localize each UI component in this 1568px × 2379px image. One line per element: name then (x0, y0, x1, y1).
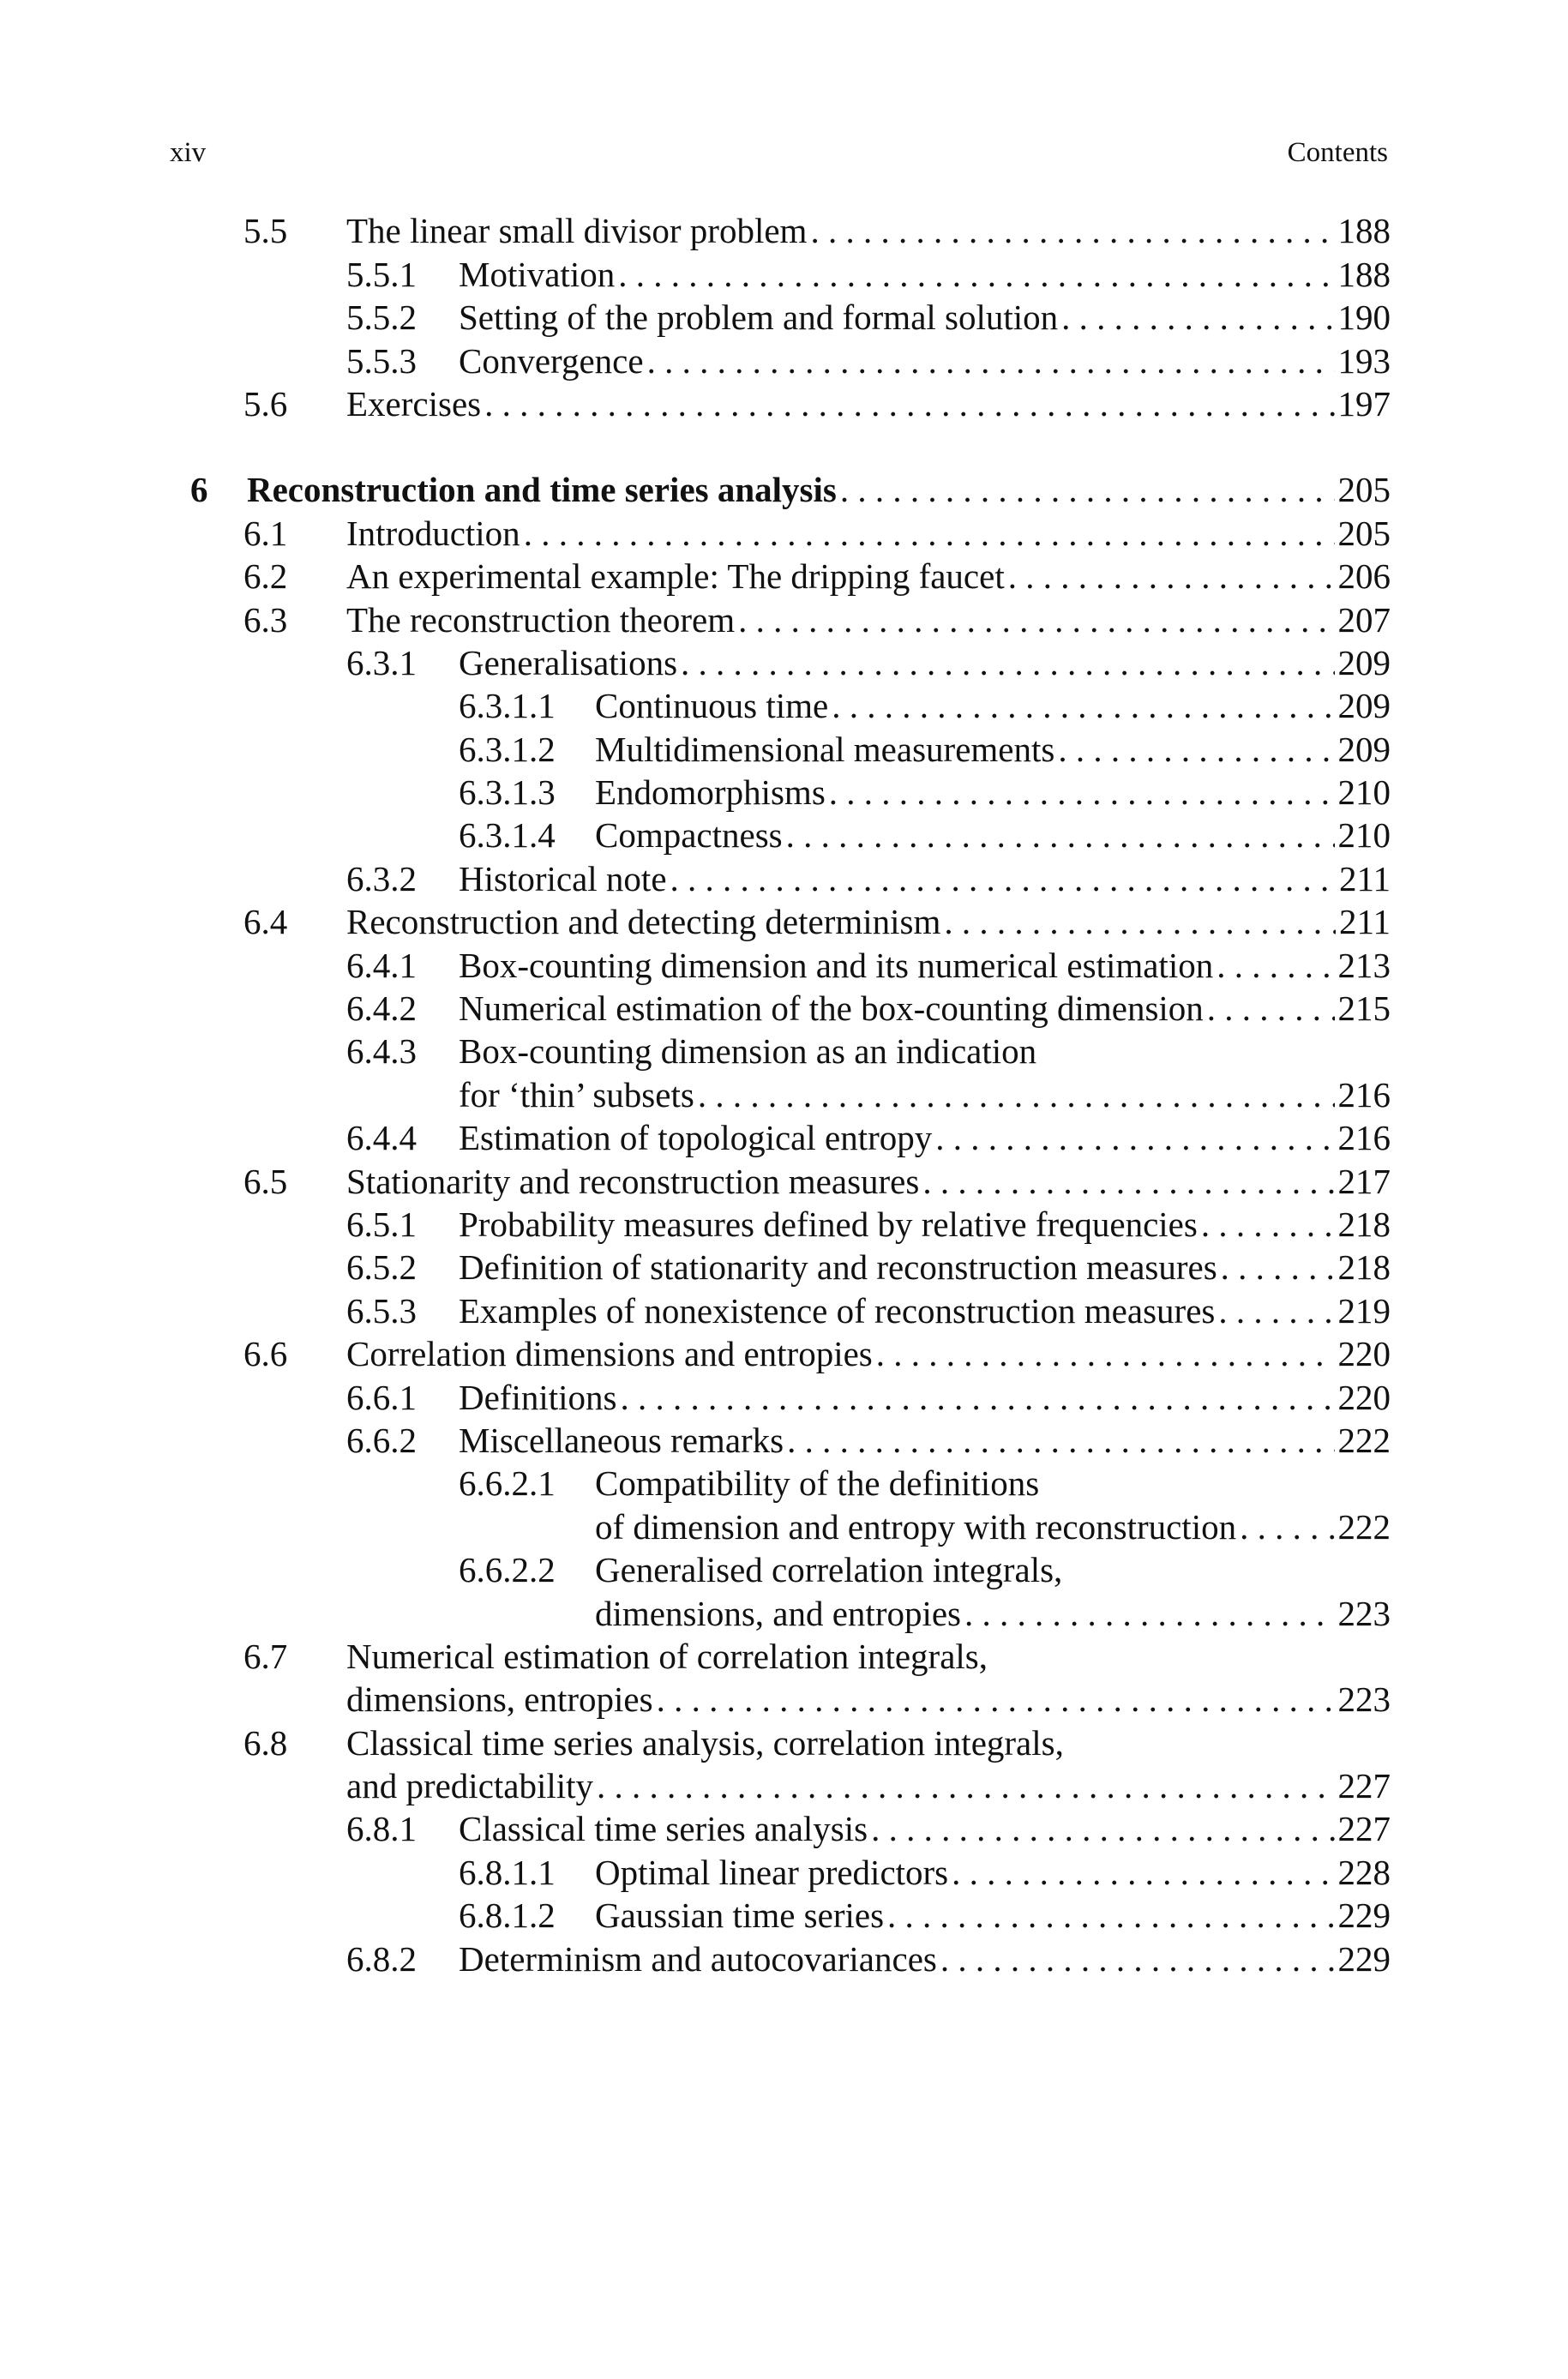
toc-entry-body (595, 1462, 1391, 1505)
toc-entry-body (459, 1030, 1391, 1072)
toc-entry (0, 1894, 1568, 1937)
dot-leader (829, 771, 1335, 814)
toc-entry-page: 197 (1337, 383, 1391, 424)
toc-entry (0, 1419, 1568, 1462)
toc-entry-body (346, 1721, 1391, 1764)
toc-entry (0, 1246, 1568, 1289)
toc-entry-title: Historical note (459, 858, 667, 898)
dot-leader (1058, 728, 1334, 771)
toc-entry-title: Miscellaneous remarks (459, 1420, 784, 1460)
toc-entry (0, 382, 1568, 425)
dot-leader (618, 253, 1334, 296)
dot-leader (940, 1937, 1335, 1980)
toc-entry-body (346, 512, 1391, 555)
dot-leader (484, 382, 1334, 425)
dot-leader (524, 512, 1335, 555)
toc-entry (0, 987, 1568, 1030)
toc-entry-page: 216 (1337, 1118, 1391, 1158)
toc-entry (0, 1159, 1568, 1202)
toc-entry (0, 1850, 1568, 1893)
toc-entry-body (459, 339, 1391, 382)
toc-entry-body (459, 1203, 1391, 1246)
toc-entry-title: Examples of nonexistence of reconstruction measures (459, 1290, 1216, 1331)
toc-entry-number: 6.8.1 (346, 1809, 417, 1849)
dot-leader (670, 857, 1336, 900)
toc-entry-page: 211 (1339, 902, 1391, 942)
page-number: xiv (170, 137, 207, 168)
toc-entry (0, 771, 1568, 814)
toc-entry-body (346, 900, 1391, 943)
toc-entry (0, 1030, 1568, 1072)
toc-entry-body (346, 1764, 1391, 1807)
toc-entry (0, 1289, 1568, 1331)
toc-entry (0, 727, 1568, 770)
toc-entry-number: 6.6.2.1 (459, 1463, 556, 1504)
toc-entry-number: 6.3.2 (346, 858, 417, 898)
toc-entry-body (247, 468, 1391, 511)
toc-entry-body (346, 555, 1391, 598)
dot-leader (1207, 987, 1335, 1030)
toc-entry-body (459, 1116, 1391, 1159)
toc-entry-title: Correlation dimensions and entropies (346, 1334, 873, 1374)
toc-entry-body (595, 684, 1391, 727)
toc-entry-title: Compactness (595, 815, 783, 856)
toc-entry-page: 227 (1337, 1809, 1391, 1849)
toc-entry-title: Convergence (459, 340, 644, 381)
toc-entry (0, 684, 1568, 727)
dot-leader (952, 1851, 1334, 1894)
toc-entry-title: Generalised correlation integrals, (595, 1550, 1063, 1590)
toc-entry (0, 339, 1568, 381)
toc-entry-number: 6.4.1 (346, 945, 417, 985)
toc-entry-title: Probability measures defined by relative frequencies (459, 1204, 1198, 1244)
toc-entry-title: Exercises (346, 383, 482, 424)
toc-entry-body (459, 1073, 1391, 1116)
toc-entry-page: 227 (1337, 1766, 1391, 1806)
toc-entry-number: 6.6 (243, 1334, 288, 1374)
toc-entry-number: 6.3.1.1 (459, 686, 556, 726)
toc-entry-number: 6.5.2 (346, 1247, 417, 1288)
toc-entry-number: 6.7 (243, 1636, 288, 1676)
toc-entry (0, 1548, 1568, 1591)
toc-entry (0, 511, 1568, 554)
dot-leader (840, 468, 1335, 511)
toc-entry-body (459, 1419, 1391, 1462)
toc-entry-body (595, 728, 1391, 771)
toc-entry-title: and predictability (346, 1766, 594, 1806)
dot-leader (698, 1073, 1335, 1116)
toc-entry-title: Stationarity and reconstruction measures (346, 1161, 920, 1201)
dot-leader (738, 598, 1334, 641)
toc-entry-number: 6.4.3 (346, 1031, 417, 1072)
toc-entry-page: 209 (1337, 729, 1391, 769)
toc-entry-body (459, 1289, 1391, 1332)
toc-entry-body (595, 1548, 1391, 1591)
toc-entry-number: 5.5.3 (346, 340, 417, 381)
toc-entry-title: An experimental example: The dripping faucet (346, 556, 1005, 597)
dot-leader (887, 1894, 1334, 1937)
toc-entry (0, 1332, 1568, 1375)
toc-entry-body (595, 814, 1391, 856)
toc-entry (0, 598, 1568, 640)
toc-entry (0, 1937, 1568, 1979)
toc-entry-body (459, 1246, 1391, 1289)
toc-entry-title: Generalisations (459, 642, 678, 682)
toc-entry-page: 222 (1337, 1420, 1391, 1460)
toc-entry-title: Reconstruction and time series analysis (247, 470, 837, 510)
toc-entry-number: 6.2 (243, 556, 288, 597)
dot-leader (1201, 1203, 1335, 1246)
toc-entry-number: 6.3.1 (346, 642, 417, 682)
dot-leader (1221, 1246, 1335, 1289)
toc-entry-title: Motivation (459, 254, 616, 294)
toc-entry-page: 193 (1337, 340, 1391, 381)
dot-leader (1008, 555, 1335, 598)
toc-entry-body (459, 296, 1391, 339)
toc-entry-body (459, 1807, 1391, 1850)
toc-entry-body (595, 1894, 1391, 1937)
toc-entry (0, 468, 1568, 511)
toc-entry-title: Continuous time (595, 686, 829, 726)
toc-entry-title: Gaussian time series (595, 1895, 885, 1936)
toc-entry-page: 216 (1337, 1074, 1391, 1114)
toc-entry-page: 220 (1337, 1334, 1391, 1374)
toc-entry-title: Setting of the problem and formal solution (459, 297, 1059, 338)
toc-entry-number: 6.8.1.2 (459, 1895, 556, 1936)
toc-entry-body (595, 1592, 1391, 1635)
toc-entry-body (346, 598, 1391, 641)
toc-entry-body (595, 1851, 1391, 1894)
dot-leader (871, 1807, 1334, 1850)
toc-entry-number: 5.6 (243, 383, 288, 424)
toc-entry (0, 1678, 1568, 1721)
toc-entry (0, 1203, 1568, 1246)
toc-entry-page: 223 (1337, 1593, 1391, 1633)
toc-entry-page: 229 (1337, 1895, 1391, 1936)
toc-entry-page: 188 (1337, 254, 1391, 294)
toc-entry-body (459, 857, 1391, 900)
toc-entry-body (459, 253, 1391, 296)
dot-leader (681, 641, 1334, 684)
toc-entry-title: Reconstruction and detecting determinism (346, 902, 941, 942)
toc-entry (0, 1635, 1568, 1678)
toc-entry-number: 6.5.1 (346, 1204, 417, 1244)
toc-entry-title: Introduction (346, 513, 520, 553)
toc-entry-page: 223 (1337, 1679, 1391, 1720)
toc-entry-number: 6.5.3 (346, 1290, 417, 1331)
toc-entry-page: 210 (1337, 772, 1391, 813)
toc-entry-number: 5.5.1 (346, 254, 417, 294)
dot-leader (787, 1419, 1334, 1462)
toc-entry-number: 6.3.1.2 (459, 729, 556, 769)
toc-entry-title: Numerical estimation of the box-counting dimension (459, 988, 1204, 1029)
toc-entry-body (346, 1635, 1391, 1678)
toc-entry-title: for ‘thin’ subsets (459, 1074, 694, 1114)
toc-entry-title: Estimation of topological entropy (459, 1118, 933, 1158)
toc-entry (0, 1764, 1568, 1807)
toc-entry-body (459, 987, 1391, 1030)
toc-entry-title: Classical time series analysis (459, 1809, 868, 1849)
dot-leader (832, 684, 1334, 727)
toc-entry-number: 6.4.2 (346, 988, 417, 1029)
dot-leader (786, 814, 1335, 856)
toc-entry (0, 1505, 1568, 1547)
toc-entry-body (346, 1678, 1391, 1721)
toc-entry-title: Box-counting dimension as an indication (459, 1031, 1037, 1072)
dot-leader (657, 1678, 1335, 1721)
toc-entry-page: 209 (1337, 686, 1391, 726)
toc-entry (0, 1072, 1568, 1115)
table-of-contents (0, 209, 1568, 1980)
toc-entry (0, 252, 1568, 295)
toc-entry-title: The reconstruction theorem (346, 599, 736, 640)
toc-entry (0, 814, 1568, 856)
dot-leader (1240, 1505, 1334, 1548)
toc-entry (0, 296, 1568, 339)
toc-entry-title: Endomorphisms (595, 772, 826, 813)
toc-entry-page: 218 (1337, 1204, 1391, 1244)
toc-entry (0, 641, 1568, 684)
toc-entry (0, 943, 1568, 986)
toc-entry-page: 205 (1337, 470, 1391, 510)
toc-entry-number: 6.1 (243, 513, 288, 553)
toc-entry-title: Compatibility of the definitions (595, 1463, 1040, 1504)
dot-leader (620, 1376, 1334, 1419)
toc-entry-page: 205 (1337, 513, 1391, 553)
toc-entry-number: 5.5.2 (346, 297, 417, 338)
toc-entry-page: 219 (1337, 1290, 1391, 1331)
toc-entry-number: 6.6.2.2 (459, 1550, 556, 1590)
toc-entry-title: Box-counting dimension and its numerical estimation (459, 945, 1214, 985)
toc-entry (0, 209, 1568, 252)
dot-leader (1217, 944, 1334, 987)
toc-entry-page: 207 (1337, 599, 1391, 640)
toc-entry-number: 6.3 (243, 599, 288, 640)
toc-entry-number: 6.8.1.1 (459, 1852, 556, 1892)
toc-entry-title: Multidimensional measurements (595, 729, 1055, 769)
toc-entry-page: 229 (1337, 1938, 1391, 1979)
toc-entry (0, 1375, 1568, 1418)
toc-entry-body (459, 1937, 1391, 1980)
toc-entry (0, 1807, 1568, 1850)
toc-entry-body (346, 1160, 1391, 1203)
toc-entry-title: Definition of stationarity and reconstruction measures (459, 1247, 1217, 1288)
toc-entry-body (459, 944, 1391, 987)
toc-entry-page: 211 (1339, 858, 1391, 898)
dot-leader (876, 1332, 1335, 1375)
toc-entry-number: 6.8.2 (346, 1938, 417, 1979)
toc-entry-page: 190 (1337, 297, 1391, 338)
toc-entry-number: 6.4.4 (346, 1118, 417, 1158)
toc-entry-title: dimensions, and entropies (595, 1593, 962, 1633)
dot-leader (1218, 1289, 1334, 1332)
toc-entry-title: Determinism and autocovariances (459, 1938, 937, 1979)
toc-entry-body (346, 382, 1391, 425)
toc-entry-body (346, 209, 1391, 252)
dot-leader (944, 900, 1336, 943)
toc-entry-body (595, 771, 1391, 814)
toc-entry-body (346, 1332, 1391, 1375)
toc-entry-number: 5.5 (243, 211, 288, 251)
toc-entry-page: 218 (1337, 1247, 1391, 1288)
toc-entry-page: 210 (1337, 815, 1391, 856)
toc-entry (0, 1462, 1568, 1505)
toc-entry-page: 213 (1337, 945, 1391, 985)
toc-entry (0, 555, 1568, 598)
toc-entry-number: 6.6.2 (346, 1420, 417, 1460)
toc-entry (0, 1591, 1568, 1634)
dot-leader (597, 1764, 1334, 1807)
toc-entry-title: The linear small divisor problem (346, 211, 808, 251)
toc-entry-number: 6.3.1.4 (459, 815, 556, 856)
toc-entry-number: 6.6.1 (346, 1377, 417, 1417)
dot-leader (1061, 296, 1334, 339)
toc-entry-title: Optimal linear predictors (595, 1852, 949, 1892)
toc-entry-number: 6.8 (243, 1722, 288, 1763)
toc-entry-page: 222 (1337, 1506, 1391, 1547)
toc-entry-title: Numerical estimation of correlation integrals, (346, 1636, 988, 1676)
dot-leader (964, 1592, 1334, 1635)
toc-entry-number: 6.5 (243, 1161, 288, 1201)
toc-entry-body (459, 641, 1391, 684)
toc-entry-page: 209 (1337, 642, 1391, 682)
toc-entry-title: Definitions (459, 1377, 617, 1417)
dot-leader (922, 1160, 1334, 1203)
toc-entry-page: 206 (1337, 556, 1391, 597)
dot-leader (810, 209, 1334, 252)
toc-entry (0, 1721, 1568, 1763)
running-title: Contents (1287, 137, 1388, 168)
dot-leader (647, 339, 1335, 382)
toc-entry-number: 6.3.1.3 (459, 772, 556, 813)
toc-entry-number: 6.4 (243, 902, 288, 942)
toc-entry-page: 217 (1337, 1161, 1391, 1201)
toc-entry-page: 220 (1337, 1377, 1391, 1417)
toc-entry-body (459, 1376, 1391, 1419)
toc-entry (0, 900, 1568, 943)
toc-entry (0, 1116, 1568, 1159)
toc-entry-title: Classical time series analysis, correlation integrals, (346, 1722, 1064, 1763)
dot-leader (935, 1116, 1334, 1159)
toc-entry (0, 856, 1568, 899)
toc-entry-body (595, 1505, 1391, 1548)
toc-entry-number: 6 (190, 470, 208, 510)
toc-entry-title: dimensions, entropies (346, 1679, 653, 1720)
toc-entry-page: 188 (1337, 211, 1391, 251)
toc-entry-page: 228 (1337, 1852, 1391, 1892)
toc-entry-title: of dimension and entropy with reconstruction (595, 1506, 1237, 1547)
toc-entry-page: 215 (1337, 988, 1391, 1029)
